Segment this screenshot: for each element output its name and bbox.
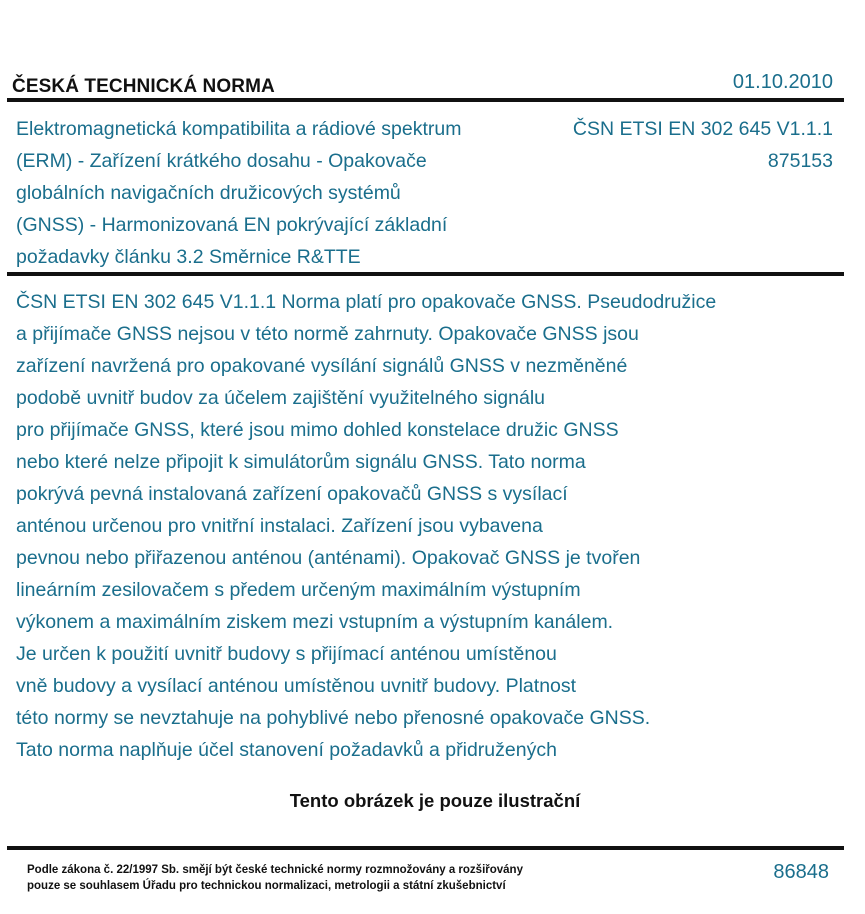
abstract-line: této normy se nevztahuje na pohyblivé nebo přenosné opakovače GNSS.	[16, 707, 651, 729]
standard-code: ČSN ETSI EN 302 645 V1.1.1	[572, 118, 833, 140]
legal-line: pouze se souhlasem Úřadu pro technickou normalizaci, metrologii a státní zkušebnictví	[27, 880, 506, 892]
abstract-line: ČSN ETSI EN 302 645 V1.1.1 Norma platí pro opakovače GNSS. Pseudodružice	[16, 291, 717, 313]
abstract-line: lineárním zesilovačem s předem určeným maximálním výstupním	[16, 579, 581, 601]
footer-divider	[7, 846, 844, 850]
title-divider	[7, 272, 844, 276]
title-line: (GNSS) - Harmonizovaná EN pokrývající základní	[16, 214, 448, 236]
standard-identifier	[573, 113, 833, 177]
document-number: 86848	[773, 861, 829, 883]
abstract-text	[16, 286, 846, 766]
class-number: 875153	[767, 150, 833, 172]
norm-type-label: ČESKÁ TECHNICKÁ NORMA	[12, 76, 275, 97]
abstract-line: podobě uvnitř budov za účelem zajištění využitelného signálu	[16, 387, 545, 409]
abstract-line: pevnou nebo přiřazenou anténou (anténami). Opakovač GNSS je tvořen	[16, 547, 641, 569]
abstract-line: anténou určenou pro vnitřní instalaci. Zařízení jsou vybavena	[16, 515, 543, 537]
abstract-line: výkonem a maximálním ziskem mezi vstupním a výstupním kanálem.	[16, 611, 614, 633]
abstract-line: Je určen k použití uvnitř budovy s přijímací anténou umístěnou	[16, 643, 557, 665]
legal-line: Podle zákona č. 22/1997 Sb. smějí být české technické normy rozmnožovány a rozšiřovány	[27, 864, 523, 876]
title-line: požadavky článku 3.2 Směrnice R&TTE	[16, 246, 361, 268]
title-line: Elektromagnetická kompatibilita a rádiové spektrum	[16, 118, 462, 140]
abstract-line: Tato norma naplňuje účel stanovení požadavků a přidružených	[16, 739, 557, 761]
header-divider	[7, 98, 844, 102]
standard-title	[16, 113, 516, 273]
abstract-line: pro přijímače GNSS, které jsou mimo dohled konstelace družic GNSS	[16, 419, 619, 441]
title-line: globálních navigačních družicových systémů	[16, 182, 401, 204]
issue-date: 01.10.2010	[732, 71, 833, 93]
abstract-line: nebo které nelze připojit k simulátorům signálu GNSS. Tato norma	[16, 451, 586, 473]
illustration-notice-text: Tento obrázek je pouze ilustrační	[289, 790, 581, 811]
legal-notice	[27, 862, 523, 894]
illustration-notice	[0, 790, 865, 812]
abstract-line: pokrývá pevná instalovaná zařízení opakovačů GNSS s vysílací	[16, 483, 568, 505]
abstract-line: vně budovy a vysílací anténou umístěnou uvnitř budovy. Platnost	[16, 675, 577, 697]
abstract-line: a přijímače GNSS nejsou v této normě zahrnuty. Opakovače GNSS jsou	[16, 323, 639, 345]
abstract-line: zařízení navržená pro opakované vysílání signálů GNSS v nezměněné	[16, 355, 628, 377]
title-line: (ERM) - Zařízení krátkého dosahu - Opakovače	[16, 150, 427, 172]
